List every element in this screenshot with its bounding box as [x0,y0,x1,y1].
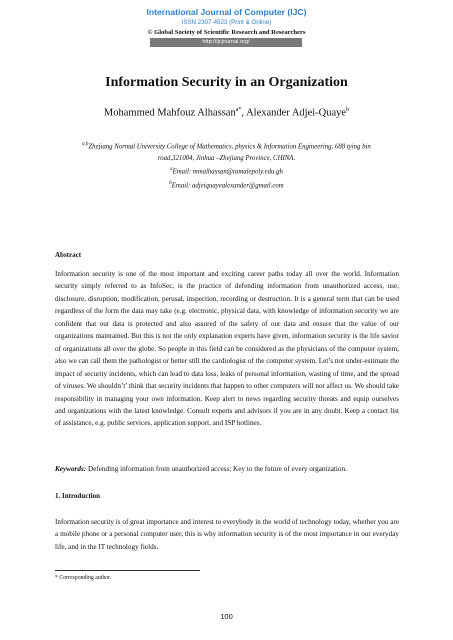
journal-header [0,6,453,38]
author-name: Mohammed Mahfouz Alhassan [103,107,236,119]
keywords-label: Keywords: [55,465,87,473]
author-name: Alexander Adjei-Quaye [246,107,347,119]
affiliation-block [55,139,398,192]
keywords-line [55,465,399,473]
author-line [0,107,453,119]
abstract-text: Information security is one of the most important and exciting career paths today all over the world. Information security simply referred to as InfoSec, is the practice of defending information from unauthorized access, use, disclosure, disruption, modification, perusal, inspection, recording or destruction. It is a general term that can be used regardless of the form the data may take (e.g. electronic, physical data, with knowledge of information security we are confident that our data is protected and also assured of the safety of our data and ensure that the value of our organizations maintained. But this is not the only explanation experts have given, information security is the life savior of organizations all over the globe. So people in this field can be considered as the physicians of the computer system, also we can call them the pathologist or better still the cardiologist of the computer system. Let’s not under-estimate the impact of security incidents, which can lead to data loss, leaks of personal information, wasting of time, and the spread of viruses. We shouldn’t’ think that security incidents that happen to other computers will not affect us. We should take responsibility in managing your own information. Keep alert to news regarding security threats and equip ourselves and organizations with the latest knowledge. Consult experts and advisors if you are in any doubt. Keep a contact list of assistance, e.g. public services, application support, and ISP hotlines. [55,270,399,428]
footnote-divider [55,570,200,571]
footnote: * Corresponding author. [55,575,112,581]
email-line: $^b$Email: adjeiquayealexander@gmail.com [169,181,284,190]
journal-url[interactable]: http://ijcjournal.org/ [150,38,302,47]
introduction-heading: 1. Introduction [55,492,100,500]
author-superscript: b [346,107,350,113]
author-superscript: a* [235,107,242,113]
paper-title: Information Security in an Organization [105,75,348,90]
abstract-heading: Abstract [55,251,82,259]
affiliation-superscript: a,b [82,142,89,147]
affiliation-line: $^{a,b}$Zhejiang Normal University College of Mathematics, physics & Information Engineering, 688 tying bin [82,142,371,151]
journal-issn: ISSN 2307-4523 (Print & Online) [181,19,272,26]
page-number: 100 [220,612,233,621]
journal-name: International Journal of Computer (IJC) [146,7,307,17]
email-address[interactable]: Email: mmalhassan@tamalepoly.edu.gh [172,168,283,176]
affiliation-line: road,321004, Jinhua –Zhejiang Province, CHINA. [157,154,296,162]
introduction-text: Information security is of great importance and interest to everybody in the world of technology today, whether you are a mobile phone or a personal computer user, this is why information security is of the most importance in our everyday life, and in the IT technology fields. [55,518,399,551]
email-line: $^a$Email: mmalhassan@tamalepoly.edu.gh [170,167,283,176]
author-separator: , [241,107,247,119]
email-address[interactable]: Email: adjeiquayealexander@gmail.com [171,182,284,190]
keywords-text: Defending information from unauthorized access; Key to the future of every organization. [86,465,347,473]
journal-publisher: © Global Society of Scientific Research and Researchers [147,29,306,36]
